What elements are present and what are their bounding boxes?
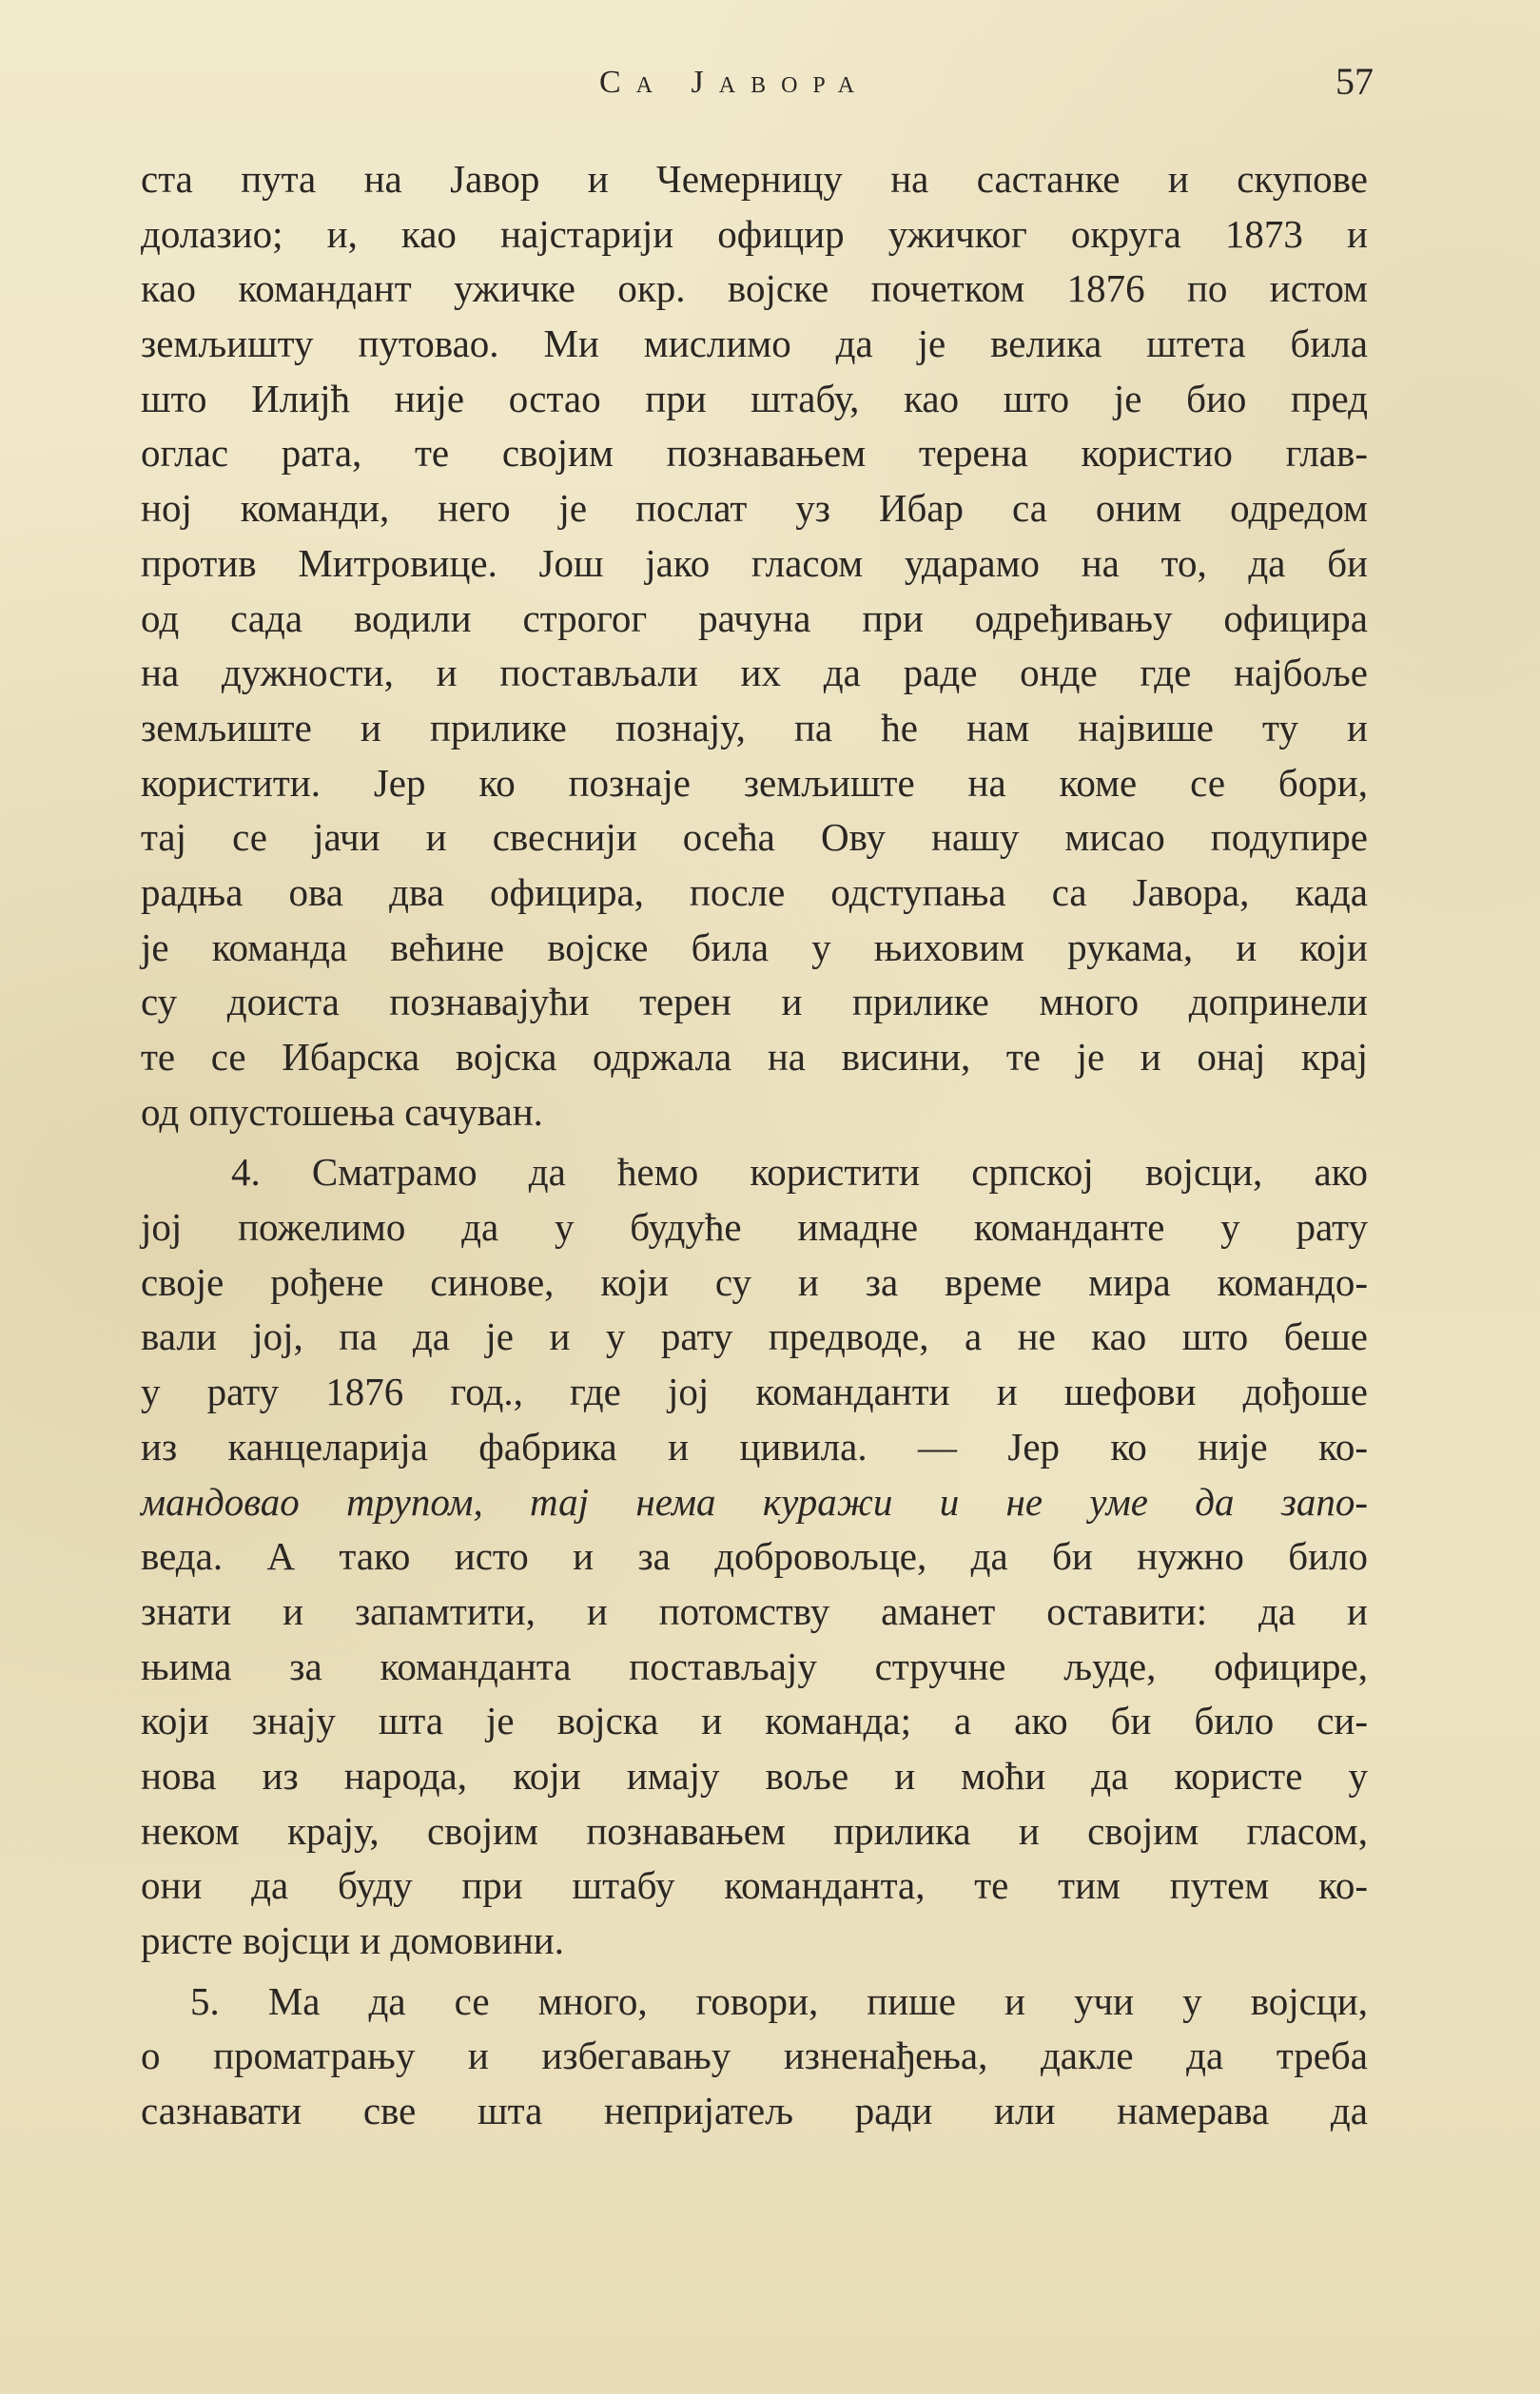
text-line: што Илијћ није остао при штабу, као што је био пред [141,376,1368,420]
text-line: против Митровице. Још јако гласом ударамо на то, да би [141,540,1368,585]
text-line: је команда већине војске била у њиховим рукама, и који [141,925,1368,969]
paragraph-3 [141,1975,1368,2139]
text-line: ној команди, него је послат уз Ибар са оним одредом [141,486,1368,531]
page-number: 57 [1335,60,1374,103]
text-line: своје рођене синове, који су и за време мира командо- [141,1259,1368,1304]
text-line: неком крају, својим познавањем прилика и својим гласом, [141,1808,1368,1853]
text-line: нова из народа, који имају воље и моћи да користе у [141,1753,1368,1798]
text-line: од сада водили строгог рачуна при одређивању официра [141,595,1368,640]
text-line: земљишту путовао. Ми мислимо да је велика штета била [141,321,1368,366]
text-line: као командант ужичке окр. војске почетком 1876 по истом [141,266,1368,311]
text-line: тај се јачи и свеснији осећа Ову нашу мисао подупире [141,815,1368,860]
paragraph-1 [141,152,1368,1139]
text-line: 4. Сматрамо да ћемо користити српској војсци, ако [231,1150,1368,1195]
text-line: долазио; и, као најстарији официр ужичког округа 1873 и [141,211,1368,256]
text-line: јој пожелимо да у будуће имадне команданте у рату [141,1205,1368,1250]
text-line: сазнавати све шта непријатељ ради или намерава да [141,2089,1368,2133]
text-line: радња ова два официра, после одступања са Јавора, када [141,869,1368,914]
text-line: те се Ибарска војска одржала на висини, те је и онај крај [141,1035,1368,1079]
paragraph-2 [141,1145,1368,1968]
text-line: мандовао трупом, тај нема куражи и не уме да запо- [141,1479,1368,1524]
text-line: користити. Јер ко познаје земљиште на коме се бори, [141,760,1368,805]
text-line: 5. Ма да се много, говори, пише и учи у војсци, [190,1978,1368,2023]
text-line: су доиста познавајући терен и прилике много допринели [141,980,1368,1024]
text-line: знати и запамтити, и потомству аманет оставити: да и [141,1588,1368,1633]
text-line: вали јој, па да је и у рату предводе, а не као што беше [141,1314,1368,1359]
text-line: од опустошења сачуван. [141,1089,543,1134]
text-line: земљиште и прилике познају, па ће нам највише ту и [141,705,1368,749]
text-line: оглас рата, те својим познавањем терена користио глав- [141,431,1368,476]
text-line: веда. А тако исто и за добровољце, да би нужно било [141,1534,1368,1579]
running-head [0,57,1540,105]
text-line: о проматрању и избегавању изненађења, дакле да треба [141,2034,1368,2078]
text-line: они да буду при штабу команданта, те тим путем ко- [141,1863,1368,1908]
text-line: из канцеларија фабрика и цивила. — Јер ко није ко- [141,1424,1368,1469]
running-title: Са Јавора [599,65,870,100]
text-line: у рату 1876 год., где јој команданти и шефови дођоше [141,1370,1368,1414]
text-line: који знају шта је војска и команда; а ако би било си- [141,1699,1368,1743]
body-text [141,152,1368,2145]
text-line: ста пута на Јавор и Чемерницу на састанке и скупове [141,157,1368,201]
text-line: на дужности, и постављали их да раде онде где најбоље [141,651,1368,695]
text-line: њима за команданта постављају стручне људе, официре, [141,1644,1368,1688]
text-line: ристе војсци и домовини. [141,1918,564,1962]
